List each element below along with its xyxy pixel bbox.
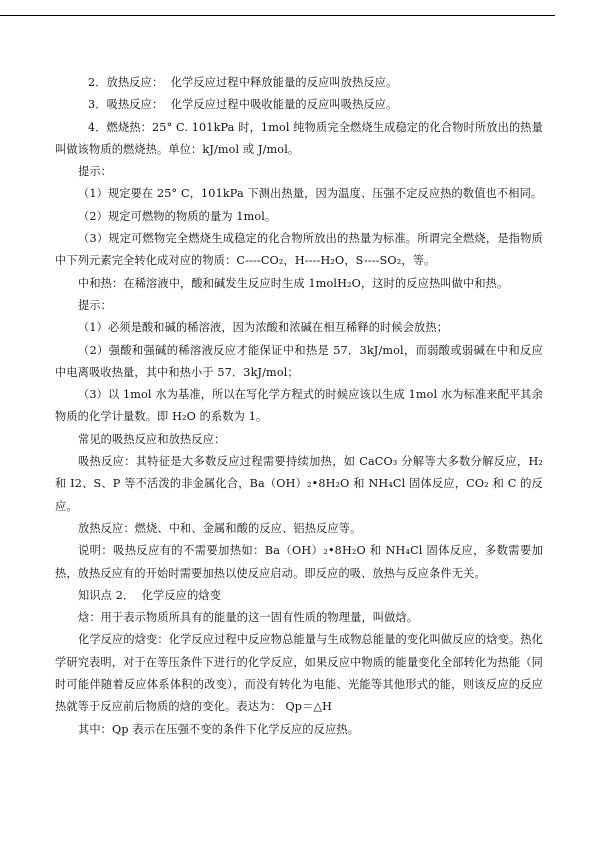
item-exothermic-definition: 2．放热反应： 化学反应过程中释放能量的反应叫放热反应。: [88, 76, 398, 89]
hint-label-2: 提示：: [78, 298, 113, 312]
exothermic-examples: 放热反应：燃烧、中和、金属和酸的反应、铝热反应等。: [78, 521, 362, 535]
hint-one-mole-water: （3）以 1mol 水为基准，所以在写化学方程式的时候应该以生成 1mol 水为标准来配平其余物质的化学计量数。即 H₂O 的系数为 1。: [55, 388, 543, 424]
common-reactions-heading: 常见的吸热反应和放热反应：: [78, 432, 226, 446]
hint-strong-acid-base: （2）强酸和强碱的稀溶液反应才能保证中和热是 57．3kJ/mol，而弱酸或弱碱在中和反应中电离吸收热量，其中和热小于 57．3kJ/mol；: [55, 343, 543, 379]
header-rule: [0, 15, 555, 16]
qp-explanation: 其中：Qp 表示在压强不变的条件下化学反应的反应热。: [78, 722, 360, 736]
neutralization-heat-definition: 中和热：在稀溶液中，酸和碱发生反应时生成 1molH₂O，这时的反应热叫做中和热。: [78, 276, 509, 290]
enthalpy-change-definition: 化学反应的焓变：化学反应过程中反应物总能量与生成物总能量的变化叫做反应的焓变。热化学研究表明，对于在等压条件下进行的化学反应，如果反应中物质的能量变化全部转化为热能（同时可能伴随着反应体系体积的改变），而没有转化为电能、光能等其他形式的能，则该反应的反应热就等于反应前后物质的焓的变化。表达为： Qp＝△H: [55, 633, 543, 714]
explanation-note: 说明：吸热反应有的不需要加热如：Ba（OH）₂•8H₂O 和 NH₄Cl 固体反应，多数需要加热，放热反应有的开始时需要加热以使反应启动。即反应的吸、放热与反应条件无关。: [55, 544, 543, 580]
enthalpy-definition: 焓：用于表示物质所具有的能量的这一固有性质的物理量，叫做焓。: [78, 611, 419, 625]
hint-dilute-solutions: （1）必须是酸和碱的稀溶液，因为浓酸和浓碱在相互稀释的时候会放热；: [78, 321, 449, 335]
hint-1-standard-conditions: （1）规定要在 25° C，101kPa 下测出热量，因为温度、压强不定反应热的数值也不相同。: [78, 187, 543, 201]
hint-2-one-mole: （2）规定可燃物的物质的量为 1mol。: [78, 209, 277, 223]
hint-label-1: 提示：: [78, 165, 113, 179]
document-body: [55, 72, 543, 741]
knowledge-point-2-heading: 知识点 2． 化学反应的焓变: [78, 588, 222, 602]
item-combustion-heat-definition: 4．燃烧热：25° C. 101kPa 时，1mol 纯物质完全燃烧生成稳定的化合物时所放出的热量叫做该物质的燃烧热。单位：kJ/mol 或 J/mol。: [55, 120, 543, 156]
item-endothermic-definition: 3．吸热反应： 化学反应过程中吸收能量的反应叫吸热反应。: [88, 98, 398, 112]
hint-3-complete-combustion: （3）规定可燃物完全燃烧生成稳定的化合物所放出的热量为标准。所谓完全燃烧，是指物质中下列元素完全转化成对应的物质：C----CO₂，H----H₂O，S----SO₂，等。: [55, 232, 543, 268]
endothermic-examples: 吸热反应：其特征是大多数反应过程需要持续加热，如 CaCO₃ 分解等大多数分解反应，H₂ 和 I2、S、P 等不活泼的非金属化合，Ba（OH）₂•8H₂O 和 NH₄Cl 固体反应，CO₂ 和 C 的反应。: [55, 455, 543, 513]
